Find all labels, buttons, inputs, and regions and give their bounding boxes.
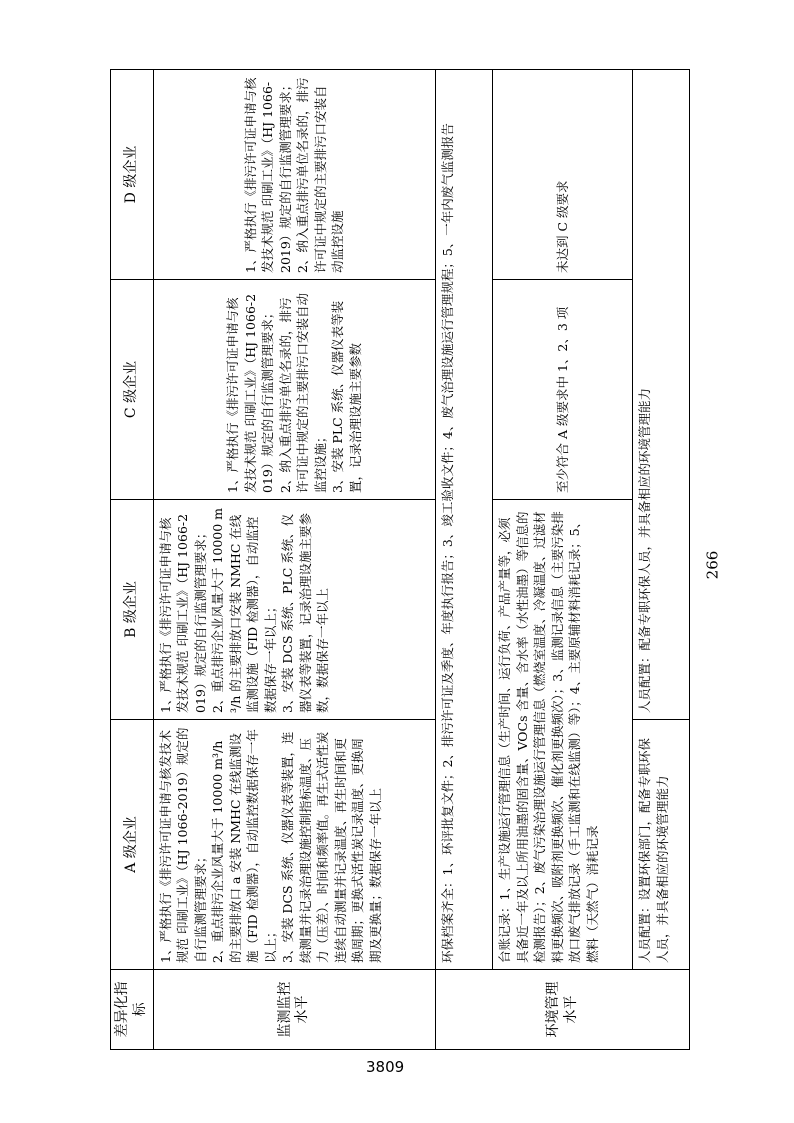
- page-number-bottom: 266: [703, 550, 722, 580]
- criteria-table: [110, 69, 690, 1050]
- page-number-left: 3809: [366, 1058, 405, 1076]
- management-grade-c: 至少符合 A 级要求中 1、2、3 项: [493, 280, 633, 500]
- header-grade-c: C 级企业: [111, 280, 154, 500]
- ledger-text: 台账记录：1、生产设施运行管理信息（生产时间、运行负荷、产品产量等，必须具备近一年及以上所用油墨的固含量、VOCs 含量、含水率（水性油墨）等信息的检测报告）；2、废气污染治理设施运行管理信息（燃烧室温度、冷凝温度、过滤材料更换频次、吸附剂更换频次、催化剂更换频次）；3、监测记录信息（主要污染排放口废气排放记录（手工监测和在线监测）等）；4、主要原辅材料消耗记录；5、燃料（天然气）消耗记录: [493, 500, 633, 970]
- monitoring-grade-a: [153, 720, 435, 970]
- monitoring-grade-b: [153, 500, 435, 720]
- ledger-row: [493, 70, 633, 1050]
- staff-grade-bcd: 人员配置：配备专职环保人员，并具备相应的环境管理能力: [633, 70, 690, 720]
- monitoring-b-item-3: 3、安装 DCS 系统、PLC 系统、仪器仪表等装置，记录治理设施主要参数，数据保存一年以上: [280, 512, 331, 713]
- archives-row: [436, 70, 493, 1050]
- monitoring-a-item-1: 1、严格执行《排污许可证申请与核发技术规范 印刷工业》（HJ 1066-2019）规定的自行监测管理要求；: [157, 727, 208, 963]
- header-grade-b: B 级企业: [111, 500, 154, 720]
- monitoring-c-item-2: 2、纳入重点排污单位名录的，排污许可证中规定的主要排污口安装自动监控设施；: [277, 292, 328, 493]
- monitoring-d-item-2: 2、纳入重点排污单位名录的，排污许可证中规定的主要排污口安装自动监控设施: [295, 77, 346, 273]
- header-grade-a: A 级企业: [111, 720, 154, 970]
- monitoring-label: 监测监控水平: [153, 970, 435, 1050]
- header-row: [111, 70, 154, 1050]
- monitoring-grade-c: [153, 280, 435, 500]
- management-grade-d: 未达到 C 级要求: [493, 70, 633, 280]
- staff-grade-a: 人员配置：设置环保部门，配备专职环保人员，并具备相应的环境管理能力: [633, 720, 690, 970]
- monitoring-a-item-2: 2、重点排污企业风量大于 10000 m³/h 的主要排放口 a 安装 NMHC 在线监测设施（FID 检测器），自动监控数据保存一年以上；: [210, 729, 278, 963]
- monitoring-row: [153, 70, 435, 1050]
- management-label: 环境管理水平: [436, 970, 690, 1050]
- monitoring-b-item-2: 2、重点排污企业风量大于 10000 m³/h 的主要排放口安装 NMHC 在线监测设施（FID 检测器），自动监控数据保存一年以上；: [210, 507, 278, 713]
- monitoring-c-item-1: 1、严格执行《排污许可证申请与核发技术规范 印刷工业》（HJ 1066-2019）规定的自行监测管理要求；: [225, 293, 276, 493]
- monitoring-d-item-1: 1、严格执行《排污许可证申请与核发技术规范 印刷工业》（HJ 1066-2019）规定的自行监测管理要求；: [242, 77, 293, 273]
- staff-row: [633, 70, 690, 1050]
- header-indicator: 差异化指标: [111, 970, 154, 1050]
- rotated-page: [110, 70, 690, 1050]
- archives-text: 环保档案齐全：1、环评批复文件；2、排污许可证及季度、年度执行报告；3、竣工验收文件；4、废气治理设施运行管理规程；5、一年内废气监测报告: [436, 70, 493, 970]
- monitoring-grade-d: [153, 70, 435, 280]
- monitoring-c-item-3: 3、安装 PLC 系统、仪器仪表等装置，记录治理设施主要参数: [330, 300, 363, 493]
- header-grade-d: D 级企业: [111, 70, 154, 280]
- monitoring-b-item-1: 1、严格执行《排污许可证申请与核发技术规范 印刷工业》（HJ 1066-2019）规定的自行监测管理要求；: [157, 513, 208, 713]
- monitoring-a-item-3: 3、安装 DCS 系统、仪器仪表等装置，连续测量并记录治理设施控制指标温度、压力（压差）、时间和频率值。再生式活性炭连续自动测量并记录温度、再生时间和更换周期；更换式活性炭记录温度、更换周期及更换量；数据保存一年以上: [280, 731, 383, 963]
